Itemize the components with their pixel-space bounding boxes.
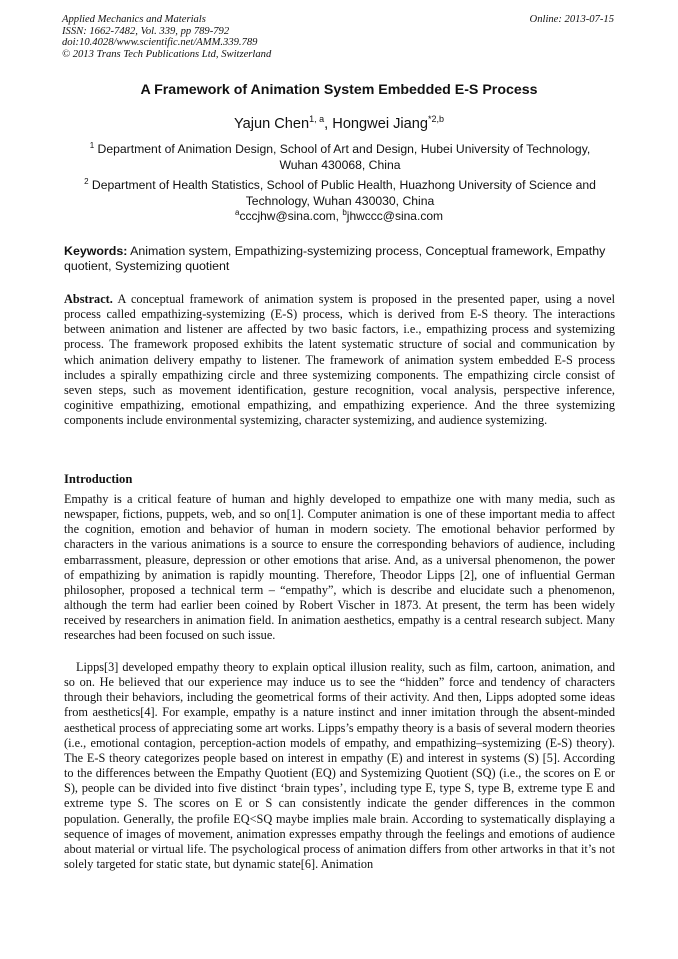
email-b-sup: b [342,208,347,217]
introduction-heading: Introduction [64,472,133,486]
affiliation-2-text: Department of Health Statistics, School of Public Health, Huazhong University of Science and Technology, Wuhan 430030, China [91,178,596,208]
copyright-line: © 2013 Trans Tech Publications Ltd, Switzerland [62,48,272,60]
keywords-text: Animation system, Empathizing-systemizing process, Conceptual framework, Empathy quotient, Systemizing quotient [64,244,606,273]
issn-line: ISSN: 1662-7482, Vol. 339, pp 789-792 [62,25,230,37]
email-line [0,208,678,223]
paragraph-text: Empathy is a critical feature of human and highly developed to empathize one with many media, such as newspaper, fictions, puppets, web, and so on[1]. Computer animation is one of these important media to affect the cognition, emotion and behavior of human in modern society. The emotional behavior performed by characters in the various animations is a source to ensure the corresponding behaviors of audience, including embarrassment, pleasure, depression or other emotions that arise. And, as a universal phenomenon, the power of empathizing by animation is rapidly mounting. Therefore, Theodor Lipps [2], one of influential German philosopher, proposed a technical term – “empathy”, which is describe and elucidate such a phenomenon, although the term had earlier been coined by Robert Vischer in 1873. At present, the term has been widely received by researchers in animation field. In animation aesthetics, empathy is a central research subject. Many researches had been focused on such issue. [64,492,615,643]
author-1: Yajun Chen [233,116,310,132]
author-separator: , [324,116,333,132]
affiliation-1-num: 1 [89,141,95,150]
doi-line: doi:10.4028/www.scientific.net/AMM.339.789 [62,37,258,48]
author-1-sup: 1, a [309,114,325,124]
author-line [0,114,678,132]
affiliation-1-text: Department of Animation Design, School of Art and Design, Hubei University of Technology, Wuhan 430068, China [97,142,591,172]
paragraph-text: Lipps[3] developed empathy theory to explain optical illusion reality, such as film, cartoon, animation, and so on. He believed that our experience may induce us to see the “hidden” force and tendency of characters through their behaviors, including the geometrical forms of their activity. And then, Lipps adopted some ideas from aesthetics[4]. For example, empathy is a nature instinct and inner imitation through the absent-minded aesthetical process of appreciating some art works. Lipps’s empathy theory is a basis of several modern theories (i.e., emotional contagion, perception-action models of empathy, and empathizing–systemizing (E-S) theory). The E-S theory categorizes people based on interest in empathy (E) and interest in systems (S) [5]. According to the differences between the Empathy Quotient (EQ) and Systemizing Quotient (SQ) (i.e., the scores on E or S), people can be divided into five distinct ‘brain types’, including type E, type S, type B, extreme type E and extreme type S. The scores on E or S can consistently indicate the gender differences in the common population. Generally, the profile EQ<SQ maybe implies male brain. According to systematically displaying a sequence of images of movement, animation expresses empathy through the feelings and emotions of audience about material or virtual life. The psychological process of animation differs from other artworks in that it’s not solely targeted for static state, but dynamic state[6]. Animation [64,660,615,872]
keywords [64,244,616,274]
keywords-label: Keywords: [64,244,128,258]
email-a: cccjhw@sina.com, [239,209,343,223]
author-2-sup: *2,b [428,114,445,124]
affiliation-2-num: 2 [84,177,89,186]
introduction-paragraph-2 [64,660,615,872]
introduction-paragraph-1 [64,492,615,644]
abstract-label: Abstract. [64,292,113,306]
online-date: Online: 2013-07-15 [529,14,614,25]
affiliation-2 [70,174,610,209]
abstract [64,292,615,428]
affiliation-1 [70,138,610,173]
email-b: jhwccc@sina.com [346,209,443,223]
paper-title: A Framework of Animation System Embedded E-S Process [140,82,538,98]
email-a-sup: a [235,208,240,217]
abstract-text: A conceptual framework of animation system is proposed in the presented paper, using a novel process called empathizing-systemizing (E-S) process, which is derived from E-S theory. The interactions between animation and listener are affected by two basic factors, i.e., empathizing process and systemizing process. The framework proposed exhibits the latent systematic structure of social and communication by which animation delivery empathy to listener. The framework of animation system embedded E-S process includes a spirally empathizing circle and three systemizing components. The empathizing circle consist of seven steps, such as movement identification, gesture recognition, vocal analysis, perspective inference, coginitive empathizing, emotional empathizing, and empathizing experience. And the three systemizing components include environmental systemizing, character systemizing, and audience systemizing. [64,292,615,428]
journal-name: Applied Mechanics and Materials [62,14,206,25]
author-2: Hongwei Jiang [332,116,429,132]
journal-header [62,14,271,60]
